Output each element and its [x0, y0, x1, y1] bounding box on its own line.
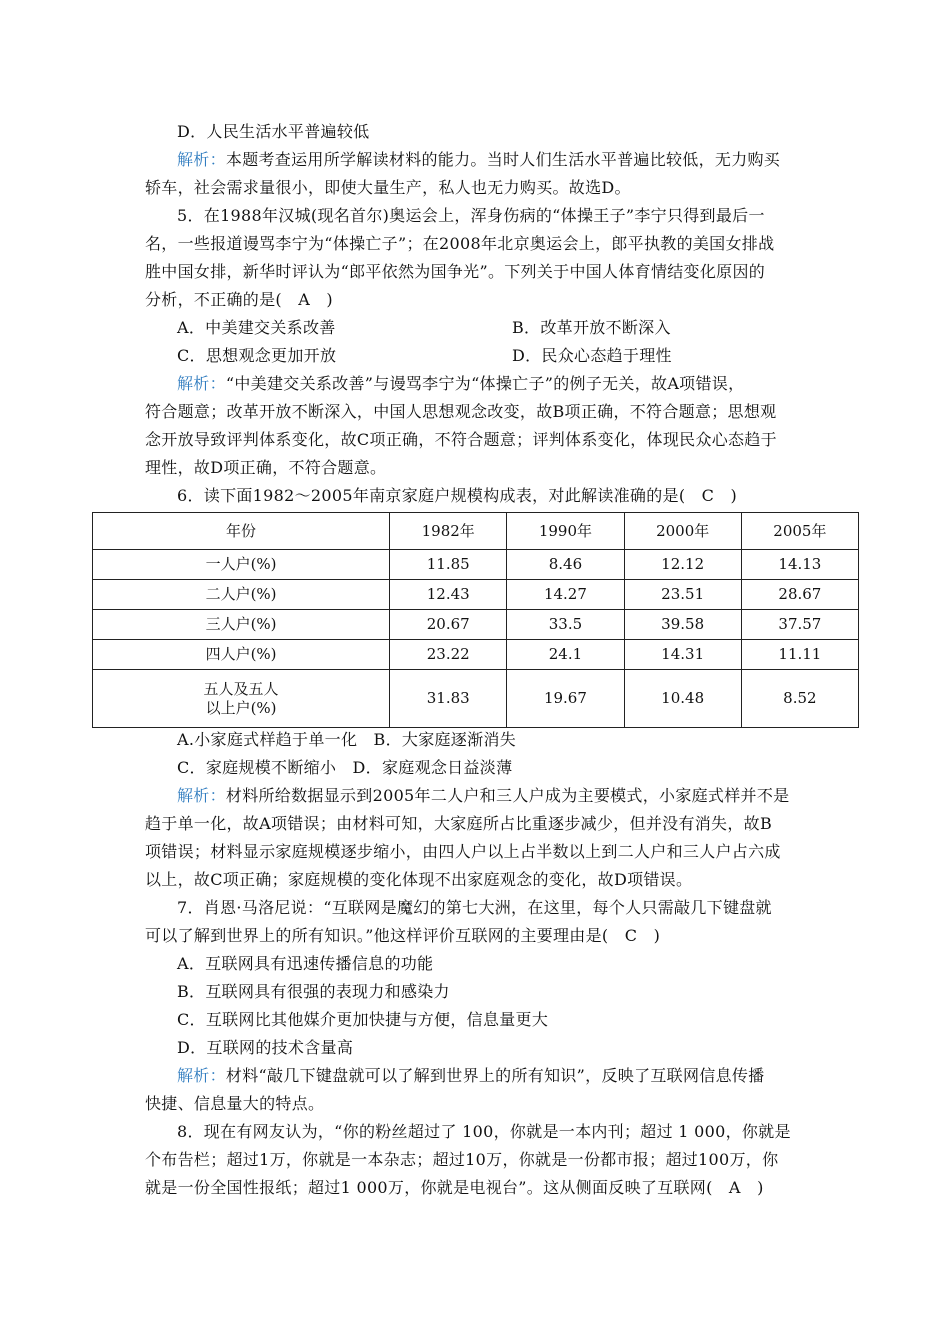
- q7-option-c: C．互联网比其他媒介更加快捷与方便，信息量更大: [177, 1010, 549, 1029]
- table-cell: 14.31: [624, 640, 741, 670]
- q5-stem-line-1: 5．在1988年汉城(现名首尔)奥运会上，浑身伤病的“体操王子”李宁只得到最后一: [177, 206, 765, 225]
- q4-analysis-line-2: 轿车，社会需求量很小，即使大量生产，私人也无力购买。故选D。: [145, 178, 631, 197]
- table-cell: 14.13: [741, 550, 858, 580]
- q6-options-row-2: C．家庭规模不断缩小 D．家庭观念日益淡薄: [177, 758, 513, 777]
- q5-option-b: B．改革开放不断深入: [512, 318, 671, 337]
- q7-option-d: D．互联网的技术含量高: [177, 1038, 354, 1057]
- q4-analysis-line-1: 解析：本题考查运用所学解读材料的能力。当时人们生活水平普遍比较低，无力购买: [177, 150, 781, 169]
- q5-option-d: D．民众心态趋于理性: [512, 346, 672, 365]
- q4-option-d: D．人民生活水平普遍较低: [177, 122, 370, 141]
- table-cell: 11.85: [390, 550, 507, 580]
- analysis-label: 解析：: [177, 1066, 226, 1085]
- table-header-cell: 2000年: [624, 513, 741, 550]
- q7-option-a: A．互联网具有迅速传播信息的功能: [177, 954, 434, 973]
- table-row-label: 一人户(%): [93, 550, 390, 580]
- q5-analysis-line-2: 符合题意；改革开放不断深入，中国人思想观念改变，故B项正确，不符合题意；思想观: [145, 402, 777, 421]
- table-row: [93, 580, 859, 610]
- table-header-cell: 年份: [93, 513, 390, 550]
- table-row-label: 二人户(%): [93, 580, 390, 610]
- table-header-row: [93, 513, 859, 550]
- q7-analysis-line-2: 快捷、信息量大的特点。: [145, 1094, 325, 1113]
- table-cell: 24.1: [507, 640, 624, 670]
- q8-stem-line-1: 8．现在有网友认为，“你的粉丝超过了 100，你就是一本内刊；超过 1 000，你就是: [177, 1122, 791, 1141]
- table-cell: 12.43: [390, 580, 507, 610]
- table-cell: 12.12: [624, 550, 741, 580]
- table-header-cell: 2005年: [741, 513, 858, 550]
- q6-analysis-line-4: 以上，故C项正确；家庭规模的变化体现不出家庭观念的变化，故D项错误。: [145, 870, 693, 889]
- table-cell: 23.22: [390, 640, 507, 670]
- table-cell: 20.67: [390, 610, 507, 640]
- table-row-label: 五人及五人 以上户(%): [93, 670, 390, 728]
- q5-options-row-1: [177, 318, 857, 338]
- household-size-table: [92, 512, 859, 728]
- q5-stem-line-4: 分析，不正确的是( A ): [145, 290, 333, 309]
- table-cell: 8.52: [741, 670, 858, 728]
- analysis-label: 解析：: [177, 786, 226, 805]
- table-cell: 23.51: [624, 580, 741, 610]
- q7-option-b: B．互联网具有很强的表现力和感染力: [177, 982, 450, 1001]
- table-cell: 14.27: [507, 580, 624, 610]
- table-row-label: 四人户(%): [93, 640, 390, 670]
- q6-analysis-line-2: 趋于单一化，故A项错误；由材料可知，大家庭所占比重逐步减少，但并没有消失，故B: [145, 814, 773, 833]
- q5-stem-line-2: 名，一些报道谩骂李宁为“体操亡子”；在2008年北京奥运会上，郎平执教的美国女排战: [145, 234, 775, 253]
- table-row: [93, 670, 859, 728]
- analysis-label: 解析：: [177, 374, 226, 393]
- q8-stem-line-2: 个布告栏；超过1万，你就是一本杂志；超过10万，你就是一份都市报；超过100万，你: [145, 1150, 779, 1169]
- q7-analysis-line-1: 解析：材料“敲几下键盘就可以了解到世界上的所有知识”，反映了互联网信息传播: [177, 1066, 765, 1085]
- table-cell: 37.57: [741, 610, 858, 640]
- table-cell: 19.67: [507, 670, 624, 728]
- q5-analysis-line-3: 念开放导致评判体系变化，故C项正确，不符合题意；评判体系变化，体现民众心态趋于: [145, 430, 777, 449]
- table-cell: 10.48: [624, 670, 741, 728]
- table-cell: 28.67: [741, 580, 858, 610]
- q5-options-row-2: [177, 346, 857, 366]
- table-cell: 11.11: [741, 640, 858, 670]
- table-cell: 8.46: [507, 550, 624, 580]
- table-cell: 31.83: [390, 670, 507, 728]
- q6-options-row-1: A.小家庭式样趋于单一化 B．大家庭逐渐消失: [177, 730, 516, 749]
- q6-analysis-line-1: 解析：材料所给数据显示到2005年二人户和三人户成为主要模式，小家庭式样并不是: [177, 786, 790, 805]
- q5-stem-line-3: 胜中国女排，新华时评认为“郎平依然为国争光”。下列关于中国人体育情结变化原因的: [145, 262, 766, 281]
- analysis-label: 解析：: [177, 150, 226, 169]
- table-cell: 39.58: [624, 610, 741, 640]
- q5-analysis-line-4: 理性，故D项正确，不符合题意。: [145, 458, 387, 477]
- q5-option-a: A．中美建交关系改善: [177, 318, 336, 337]
- q7-stem-line-1: 7．肖恩·马洛尼说：“互联网是魔幻的第七大洲，在这里，每个人只需敲几下键盘就: [177, 898, 772, 917]
- table-cell: 33.5: [507, 610, 624, 640]
- q6-analysis-line-3: 项错误；材料显示家庭规模逐步缩小，由四人户以上占半数以上到二人户和三人户占六成: [145, 842, 781, 861]
- table-row: [93, 550, 859, 580]
- table-header-cell: 1990年: [507, 513, 624, 550]
- table-header-cell: 1982年: [390, 513, 507, 550]
- table-row-label: 三人户(%): [93, 610, 390, 640]
- q5-analysis-line-1: 解析：“中美建交关系改善”与谩骂李宁为“体操亡子”的例子无关，故A项错误，: [177, 374, 745, 393]
- q5-option-c: C．思想观念更加开放: [177, 346, 337, 365]
- table-row: [93, 640, 859, 670]
- q7-stem-line-2: 可以了解到世界上的所有知识。”他这样评价互联网的主要理由是( C ): [145, 926, 661, 945]
- table-row: [93, 610, 859, 640]
- q6-stem: 6．读下面1982～2005年南京家庭户规模构成表，对此解读准确的是( C ): [177, 486, 738, 505]
- q8-stem-line-3: 就是一份全国性报纸；超过1 000万，你就是电视台”。这从侧面反映了互联网( A ): [145, 1178, 764, 1197]
